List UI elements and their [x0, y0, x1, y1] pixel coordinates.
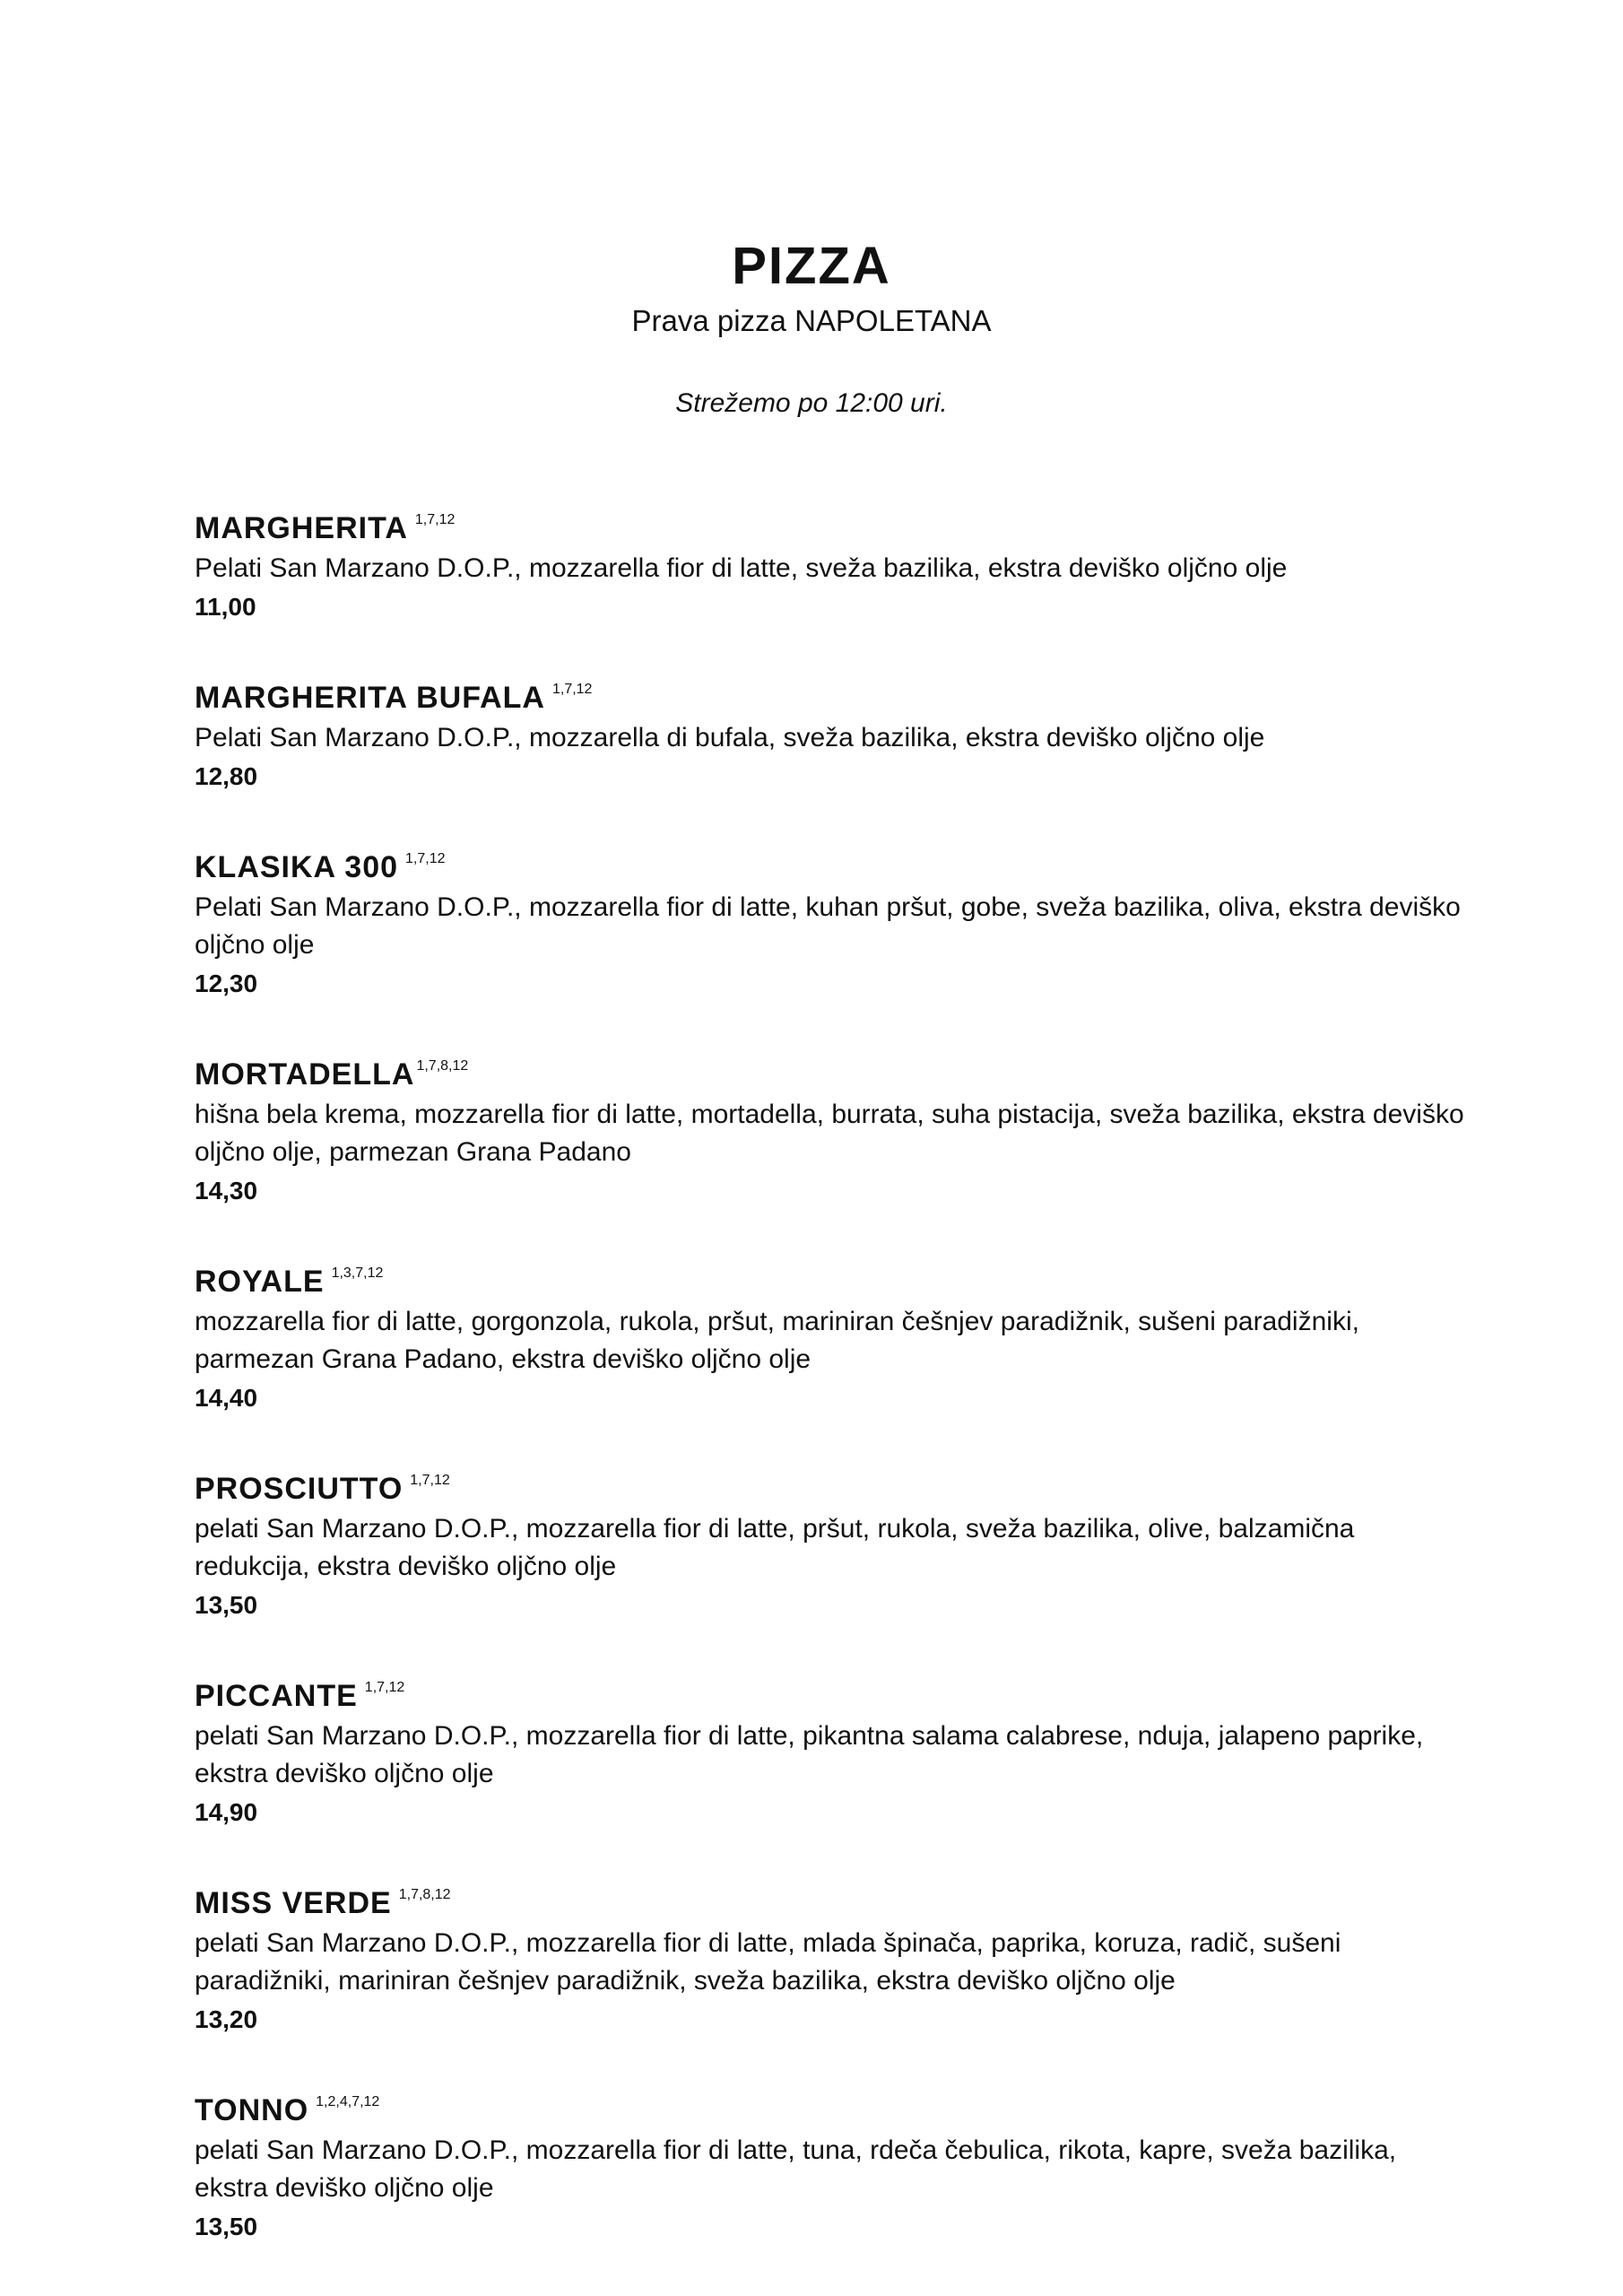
item-price: 12,30: [195, 970, 258, 997]
item-name-row: [195, 1252, 1468, 1303]
item-price: 13,20: [195, 2005, 258, 2033]
menu-item: [195, 1459, 1468, 1625]
item-price: 14,30: [195, 1177, 258, 1205]
item-allergens: 1,7,12: [414, 512, 456, 527]
item-name: MISS VERDE: [195, 1886, 392, 1920]
item-price: 14,90: [195, 1798, 258, 1826]
item-price: 14,40: [195, 1384, 258, 1412]
item-allergens: 1,7,12: [405, 851, 446, 866]
item-name-row: [195, 838, 1468, 889]
menu-item: [195, 1252, 1468, 1418]
serving-note: Strežemo po 12:00 uri.: [675, 388, 948, 418]
page-title: PIZZA: [732, 237, 891, 295]
item-description: Pelati San Marzano D.O.P., mozzarella fior di latte, sveža bazilika, ekstra deviško oljčno olje: [195, 553, 1288, 583]
item-allergens: 1,2,4,7,12: [316, 2094, 380, 2109]
item-name: MORTADELLA: [195, 1057, 415, 1091]
item-name-row: [195, 2081, 1468, 2132]
item-description: pelati San Marzano D.O.P., mozzarella fior di latte, mlada špinača, paprika, koruza, radič, sušeni paradižniki, mariniran češnjev paradižnik, sveža bazilika, ekstra deviško oljčno olje: [195, 1928, 1341, 1996]
page-subtitle: Prava pizza NAPOLETANA: [631, 304, 992, 337]
menu-list: [195, 499, 1468, 2288]
item-description: mozzarella fior di latte, gorgonzola, rukola, pršut, mariniran češnjev paradižnik, sušeni paradižniki, parmezan Grana Padano, ekstra deviško oljčno olje: [195, 1307, 1359, 1374]
item-allergens: 1,7,12: [364, 1680, 405, 1695]
item-description: pelati San Marzano D.O.P., mozzarella fior di latte, pršut, rukola, sveža bazilika, olive, balzamična redukcija, ekstra deviško oljčno olje: [195, 1514, 1355, 1581]
item-description: pelati San Marzano D.O.P., mozzarella fior di latte, pikantna salama calabrese, nduja, jalapeno paprike, ekstra deviško oljčno olje: [195, 1721, 1424, 1788]
item-allergens: 1,7,12: [551, 682, 593, 697]
item-description: Pelati San Marzano D.O.P., mozzarella fior di latte, kuhan pršut, gobe, sveža bazilika, oliva, ekstra deviško oljčno olje: [195, 892, 1461, 960]
item-name-row: [195, 1045, 1468, 1096]
item-name: KLASIKA 300: [195, 850, 399, 884]
item-allergens: 1,7,12: [410, 1473, 450, 1488]
item-price: 13,50: [195, 2213, 258, 2240]
menu-item: [195, 2081, 1468, 2247]
item-description: pelati San Marzano D.O.P., mozzarella fior di latte, tuna, rdeča čebulica, rikota, kapre, sveža bazilika, ekstra deviško oljčno olje: [195, 2135, 1397, 2203]
item-name: MARGHERITA: [195, 511, 408, 545]
item-allergens: 1,3,7,12: [331, 1265, 384, 1281]
menu-item: [195, 499, 1468, 627]
menu-item: [195, 838, 1468, 1004]
item-name: MARGHERITA BUFALA: [195, 681, 545, 715]
item-name: PROSCIUTTO: [195, 1472, 404, 1506]
item-name-row: [195, 1874, 1468, 1925]
item-name-row: [195, 668, 1468, 719]
item-price: 12,80: [195, 762, 258, 790]
item-name: PICCANTE: [195, 1679, 358, 1713]
item-name-row: [195, 1459, 1468, 1510]
item-name: ROYALE: [195, 1265, 325, 1299]
menu-item: [195, 668, 1468, 796]
menu-item: [195, 1045, 1468, 1211]
item-allergens: 1,7,8,12: [416, 1058, 469, 1074]
item-price: 11,00: [195, 593, 256, 621]
item-allergens: 1,7,8,12: [398, 1887, 451, 1902]
menu-item: [195, 1874, 1468, 2039]
menu-item: [195, 1666, 1468, 1832]
item-description: hišna bela krema, mozzarella fior di latte, mortadella, burrata, suha pistacija, sveža bazilika, ekstra deviško oljčno olje, parmezan Grana Padano: [195, 1100, 1464, 1167]
item-name-row: [195, 499, 1468, 550]
item-price: 13,50: [195, 1591, 258, 1619]
item-description: Pelati San Marzano D.O.P., mozzarella di bufala, sveža bazilika, ekstra deviško oljčno olje: [195, 723, 1265, 752]
item-name-row: [195, 1666, 1468, 1718]
item-name: TONNO: [195, 2093, 309, 2127]
